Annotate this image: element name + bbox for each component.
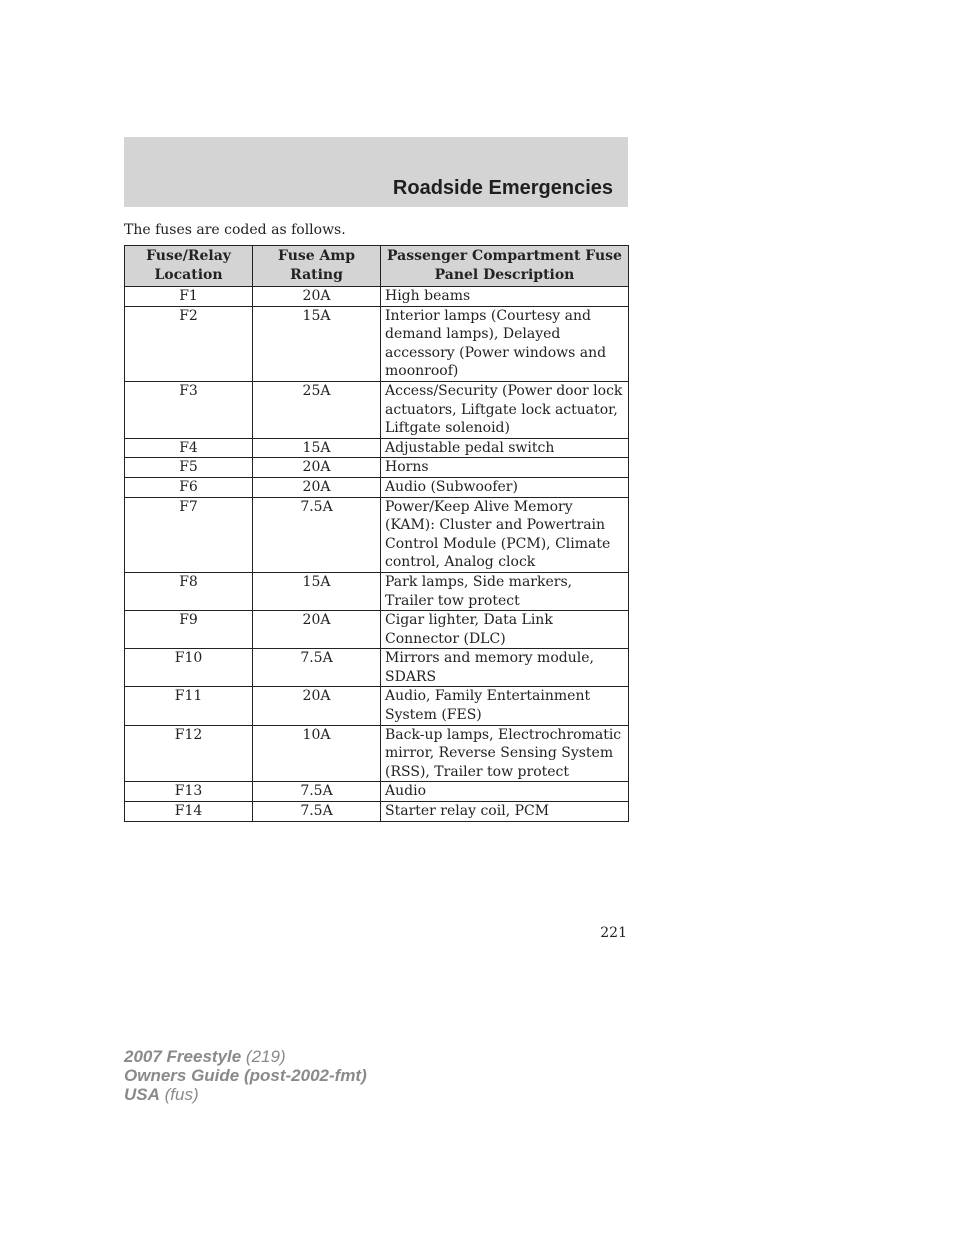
- fuse-description: Audio (Subwoofer): [381, 477, 629, 497]
- table-row: [125, 477, 629, 497]
- table-row: [125, 572, 629, 610]
- fuse-description: Audio, Family Entertainment System (FES): [381, 687, 629, 725]
- table-row: [125, 687, 629, 725]
- table-row: [125, 438, 629, 458]
- fuse-rating: 15A: [253, 306, 381, 381]
- fuse-description: Cigar lighter, Data Link Connector (DLC): [381, 611, 629, 649]
- footer-market-code: (fus): [159, 1085, 199, 1104]
- fuse-rating: 15A: [253, 438, 381, 458]
- fuse-description: Audio: [381, 782, 629, 802]
- table-row: [125, 649, 629, 687]
- footer-model-code: (219): [241, 1047, 286, 1066]
- fuse-rating: 7.5A: [253, 802, 381, 822]
- fuse-location: F6: [125, 477, 253, 497]
- fuse-description: Park lamps, Side markers, Trailer tow protect: [381, 572, 629, 610]
- fuse-description: High beams: [381, 287, 629, 307]
- fuse-location: F5: [125, 458, 253, 478]
- fuse-location: F1: [125, 287, 253, 307]
- table-header-row: [125, 246, 629, 287]
- fuse-rating: 25A: [253, 381, 381, 438]
- page-number: 221: [600, 925, 627, 941]
- fuse-description: Power/Keep Alive Memory (KAM): Cluster and Powertrain Control Module (PCM), Climate control, Analog clock: [381, 497, 629, 572]
- fuse-description: Adjustable pedal switch: [381, 438, 629, 458]
- footer-line-2: [124, 1066, 367, 1085]
- fuse-description: Horns: [381, 458, 629, 478]
- column-header-description: Passenger Compartment Fuse Panel Description: [381, 246, 629, 287]
- section-title: Roadside Emergencies: [392, 177, 613, 199]
- table-row: [125, 611, 629, 649]
- table-row: [125, 497, 629, 572]
- fuse-location: F13: [125, 782, 253, 802]
- fuse-location: F7: [125, 497, 253, 572]
- fuse-location: F14: [125, 802, 253, 822]
- footer-line-3: [124, 1085, 367, 1104]
- fuse-location: F10: [125, 649, 253, 687]
- table-row: [125, 458, 629, 478]
- fuse-rating: 7.5A: [253, 649, 381, 687]
- fuse-rating: 20A: [253, 611, 381, 649]
- fuse-rating: 10A: [253, 725, 381, 782]
- fuse-description: Interior lamps (Courtesy and demand lamps), Delayed accessory (Power windows and moonroof): [381, 306, 629, 381]
- fuse-rating: 20A: [253, 687, 381, 725]
- fuse-description: Access/Security (Power door lock actuators, Liftgate lock actuator, Liftgate solenoid): [381, 381, 629, 438]
- document-footer: [124, 1047, 367, 1104]
- fuse-description: Back-up lamps, Electrochromatic mirror, Reverse Sensing System (RSS), Trailer tow protect: [381, 725, 629, 782]
- fuse-location: F4: [125, 438, 253, 458]
- footer-line-1: [124, 1047, 367, 1066]
- fuse-location: F9: [125, 611, 253, 649]
- footer-market: USA: [124, 1085, 160, 1104]
- table-row: [125, 306, 629, 381]
- intro-text: The fuses are coded as follows.: [124, 222, 346, 238]
- fuse-table: [124, 245, 629, 822]
- table-row: [125, 802, 629, 822]
- column-header-location: Fuse/Relay Location: [125, 246, 253, 287]
- fuse-rating: 20A: [253, 287, 381, 307]
- fuse-location: F3: [125, 381, 253, 438]
- table-row: [125, 782, 629, 802]
- fuse-description: Mirrors and memory module, SDARS: [381, 649, 629, 687]
- fuse-rating: 15A: [253, 572, 381, 610]
- fuse-rating: 20A: [253, 477, 381, 497]
- footer-model: 2007 Freestyle: [124, 1047, 242, 1066]
- fuse-location: F2: [125, 306, 253, 381]
- footer-guide: Owners Guide (post-2002-fmt): [124, 1066, 367, 1085]
- table-row: [125, 381, 629, 438]
- fuse-rating: 7.5A: [253, 497, 381, 572]
- fuse-location: F12: [125, 725, 253, 782]
- table-row: [125, 725, 629, 782]
- fuse-rating: 20A: [253, 458, 381, 478]
- fuse-location: F8: [125, 572, 253, 610]
- section-header-band: [124, 137, 628, 207]
- fuse-description: Starter relay coil, PCM: [381, 802, 629, 822]
- fuse-rating: 7.5A: [253, 782, 381, 802]
- fuse-location: F11: [125, 687, 253, 725]
- column-header-rating: Fuse Amp Rating: [253, 246, 381, 287]
- table-row: [125, 287, 629, 307]
